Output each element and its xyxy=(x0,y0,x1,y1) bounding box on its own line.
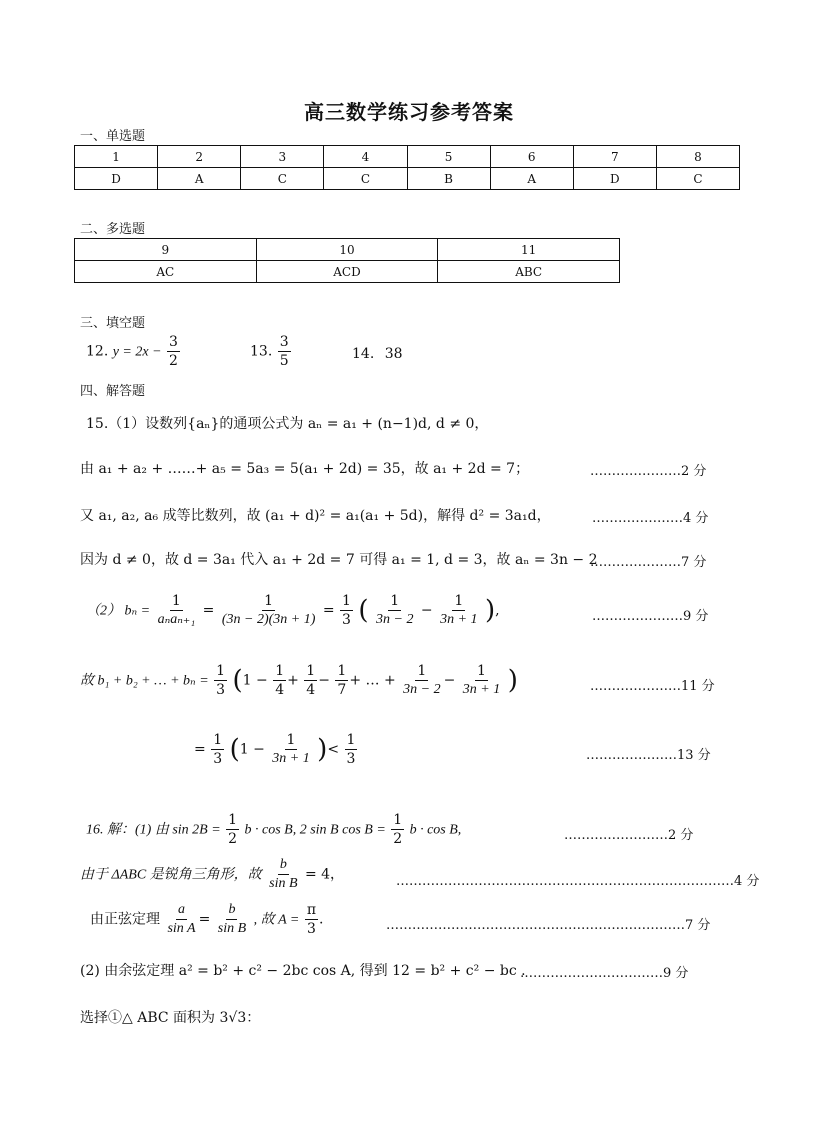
fraction-denominator: 4 xyxy=(306,682,316,698)
fraction-numerator: 1 xyxy=(216,663,226,679)
minus-sign: − xyxy=(420,602,433,619)
fraction-denominator: 5 xyxy=(279,353,289,369)
table-row xyxy=(75,168,740,190)
q14-label: 14. xyxy=(352,346,375,362)
q16-line2-text: = 4， xyxy=(304,866,345,883)
q16-line1 xyxy=(86,811,461,848)
fraction xyxy=(461,662,502,699)
q15-line1: 15.（1）设数列{aₙ}的通项公式为 aₙ = a₁ + (n−1)d, d ≠ 0， xyxy=(86,416,489,432)
fraction-numerator: a xyxy=(176,901,187,920)
fraction xyxy=(401,662,442,699)
fraction xyxy=(226,811,239,848)
fraction xyxy=(345,731,358,768)
fraction xyxy=(216,901,248,938)
q16-line5: 选择①△ ABC 面积为 3√3： xyxy=(80,1010,261,1026)
q16-line2 xyxy=(80,856,344,893)
single-choice-answer-table xyxy=(74,145,740,190)
section3-heading: 三、填空题 xyxy=(80,316,146,331)
section2-heading: 二、多选题 xyxy=(80,222,146,237)
fraction-denominator: 3n − 2 xyxy=(403,682,441,697)
q16-line3-text: , 故 A = xyxy=(253,912,300,928)
fraction-numerator: 1 xyxy=(337,663,347,679)
q12-label: 12. xyxy=(86,343,109,360)
fraction-denominator: 3 xyxy=(216,682,226,698)
q15-line4: 因为 d ≠ 0，故 d = 3a₁ 代入 a₁ + 2d = 7 可得 a₁ = 1, d = 3，故 aₙ = 3n − 2 xyxy=(80,552,598,568)
fraction-numerator: b xyxy=(226,901,237,920)
q14-value: 38 xyxy=(384,346,403,362)
fraction-denominator: 3 xyxy=(213,751,223,767)
question-number: 11 xyxy=(438,239,620,261)
q15-score-13: …………………13 分 xyxy=(586,748,711,763)
fraction-denominator: 3 xyxy=(306,921,316,937)
q16-line1-text: b · cos B, xyxy=(409,822,462,838)
fraction-numerator: π xyxy=(306,902,317,918)
section1-heading: 一、单选题 xyxy=(80,129,146,144)
fraction xyxy=(305,901,318,938)
question-number: 1 xyxy=(75,146,158,168)
fraction xyxy=(304,662,317,699)
answer-cell: C xyxy=(241,168,324,190)
answer-q13 xyxy=(250,333,292,370)
q16-line3: 由正弦定理 $\frac{a}{\text{sin A}}$ = $\frac{b}{\text{sin B}}$ , 故 A = $\frac{\pi}{3}$ . xyxy=(90,902,324,937)
fraction-denominator: 3 xyxy=(342,612,351,628)
answer-cell: AC xyxy=(75,261,257,283)
fraction-numerator: 1 xyxy=(228,812,238,828)
q15-line6: 故 b₁ + b₂ + … + bₙ = $\frac{1}{3}$ (1 − $\frac{1}{4}$ + $\frac{1}{4}$ − $\frac{1}{7}$ + … + $\frac{1}{3n - 2}$ − $\frac{1}{3n + 1}$ ) xyxy=(80,663,518,698)
fraction-numerator: b xyxy=(278,856,289,875)
question-number: 8 xyxy=(656,146,739,168)
q12-fraction xyxy=(167,333,180,370)
q15-score-9: …………………9 分 xyxy=(592,609,709,624)
question-number: 10 xyxy=(256,239,438,261)
multi-choice-answer-table xyxy=(74,238,620,283)
fraction xyxy=(273,662,286,699)
page-title: 高三数学练习参考答案 xyxy=(304,100,514,124)
fraction-denominator: 7 xyxy=(337,682,347,698)
answer-cell: D xyxy=(75,168,158,190)
fraction-numerator: 3 xyxy=(279,334,289,350)
open-paren: ( xyxy=(232,665,243,696)
q16-score-4: ……………………………………………………………………4 分 xyxy=(396,874,760,889)
fraction-denominator: 3n + 1 xyxy=(462,682,501,697)
answer-cell: A xyxy=(158,168,241,190)
fraction xyxy=(220,592,318,629)
q13-fraction xyxy=(278,333,291,370)
fraction-denominator: 3 xyxy=(346,751,356,767)
table-row xyxy=(75,146,740,168)
question-number: 3 xyxy=(241,146,324,168)
fraction xyxy=(391,811,404,848)
q15-score-11: …………………11 分 xyxy=(590,679,715,694)
q16-line4: (2) 由余弦定理 a² = b² + c² − 2bc cos A, 得到 12 = b² + c² − bc . xyxy=(80,963,526,979)
open-paren: ( xyxy=(358,595,369,626)
question-number: 5 xyxy=(407,146,490,168)
answer-cell: A xyxy=(490,168,573,190)
fraction-denominator: sin A xyxy=(167,921,196,936)
fraction-numerator: 1 xyxy=(346,732,356,748)
table-row xyxy=(75,239,620,261)
fraction-denominator: 2 xyxy=(393,831,403,847)
fraction xyxy=(267,856,299,893)
fraction xyxy=(438,592,479,629)
fraction xyxy=(165,901,197,938)
q16-line1-text: 16. 解：(1) 由 sin 2B = xyxy=(86,822,221,838)
question-number: 7 xyxy=(573,146,656,168)
fraction-numerator: 1 xyxy=(264,593,274,609)
open-paren: ( xyxy=(229,734,240,765)
q13-label: 13. xyxy=(250,343,273,360)
equals-sign: = xyxy=(202,602,215,619)
answer-cell: C xyxy=(656,168,739,190)
answer-q12 xyxy=(86,333,181,370)
q15-line2: 由 a₁ + a₂ + ……+ a₅ = 5a₃ = 5(a₁ + 2d) = 35，故 a₁ + 2d = 7； xyxy=(80,461,530,477)
fraction xyxy=(335,662,348,699)
fraction-numerator: 1 xyxy=(477,663,486,679)
fraction-numerator: 1 xyxy=(417,663,427,679)
q15-score-4: …………………4 分 xyxy=(592,511,709,526)
fraction xyxy=(211,731,224,768)
table-row xyxy=(75,261,620,283)
q12-expression: y = 2x − xyxy=(112,344,162,360)
equals-sign: = xyxy=(322,602,335,619)
q16-score-2: ……………………2 分 xyxy=(564,828,694,843)
fraction-denominator: aₙaₙ₊₁ xyxy=(157,612,196,627)
answer-cell: B xyxy=(407,168,490,190)
fraction-numerator: 1 xyxy=(213,732,223,748)
q15-sum-lhs: 故 b₁ + b₂ + … + bₙ = xyxy=(80,673,209,689)
fraction-numerator: 1 xyxy=(306,663,316,679)
fraction-denominator: (3n − 2)(3n + 1) xyxy=(221,612,316,627)
fraction-numerator: 3 xyxy=(169,334,178,350)
fraction-numerator: 1 xyxy=(286,732,296,748)
fraction xyxy=(374,592,415,629)
q16-score-9: ……………………………9 分 xyxy=(520,966,689,981)
fraction-denominator: 2 xyxy=(228,831,238,847)
q15-line7: = $\frac{1}{3}$ (1 − $\frac{1}{3n + 1}$ )< $\frac{1}{3}$ xyxy=(194,732,356,767)
fraction-denominator: 2 xyxy=(169,353,178,369)
q16-score-7: ……………………………………………………………7 分 xyxy=(386,918,711,933)
q16-line2-text: 由于 ΔABC 是锐角三角形，故 xyxy=(80,867,262,883)
answer-q14 xyxy=(352,346,403,362)
fraction-denominator: sin B xyxy=(217,921,247,936)
fraction xyxy=(214,662,227,699)
question-number: 6 xyxy=(490,146,573,168)
fraction xyxy=(156,592,198,629)
answer-cell: ABC xyxy=(438,261,620,283)
section4-heading: 四、解答题 xyxy=(80,384,146,399)
close-paren: ) xyxy=(317,734,328,765)
answer-cell: D xyxy=(573,168,656,190)
q15-part2-lhs: （2） bₙ = xyxy=(86,603,151,619)
fraction-numerator: 1 xyxy=(171,593,181,609)
q15-line3: 又 a₁, a₂, a₆ 成等比数列，故 (a₁ + d)² = a₁(a₁ + 5d)，解得 d² = 3a₁d， xyxy=(80,508,551,524)
q15-line5: （2） bₙ = $\frac{1}{\text{aₙaₙ₊₁}}$ = $\frac{1}{(3n - 2)(3n + 1)}$ = $\frac{1}{3}$ ( $\frac{1}{3n - 2}$ − $\frac{1}{3n + 1}$ ), xyxy=(86,593,500,628)
fraction xyxy=(270,731,311,768)
answer-cell: ACD xyxy=(256,261,438,283)
question-number: 4 xyxy=(324,146,407,168)
fraction-denominator: 3n − 2 xyxy=(376,612,414,627)
fraction-numerator: 1 xyxy=(454,593,464,609)
fraction-denominator: 3n + 1 xyxy=(440,612,478,627)
fraction-numerator: 1 xyxy=(393,812,403,828)
fraction-denominator: 4 xyxy=(275,682,285,698)
fraction-denominator: sin B xyxy=(269,876,298,891)
fraction-numerator: 1 xyxy=(342,593,351,609)
fraction xyxy=(340,592,353,629)
fraction-numerator: 1 xyxy=(275,663,285,679)
answer-cell: C xyxy=(324,168,407,190)
close-paren: ) xyxy=(507,665,518,696)
q15-score-2: …………………2 分 xyxy=(590,464,707,479)
question-number: 9 xyxy=(75,239,257,261)
fraction-denominator: 3n + 1 xyxy=(272,751,310,766)
fraction-numerator: 1 xyxy=(390,593,400,609)
q15-score-7: …………………7 分 xyxy=(590,555,707,570)
q16-line1-text: b · cos B, 2 sin B cos B = xyxy=(244,822,386,838)
close-paren: ) xyxy=(485,595,496,626)
q16-line3-text: 由正弦定理 xyxy=(90,911,160,928)
question-number: 2 xyxy=(158,146,241,168)
